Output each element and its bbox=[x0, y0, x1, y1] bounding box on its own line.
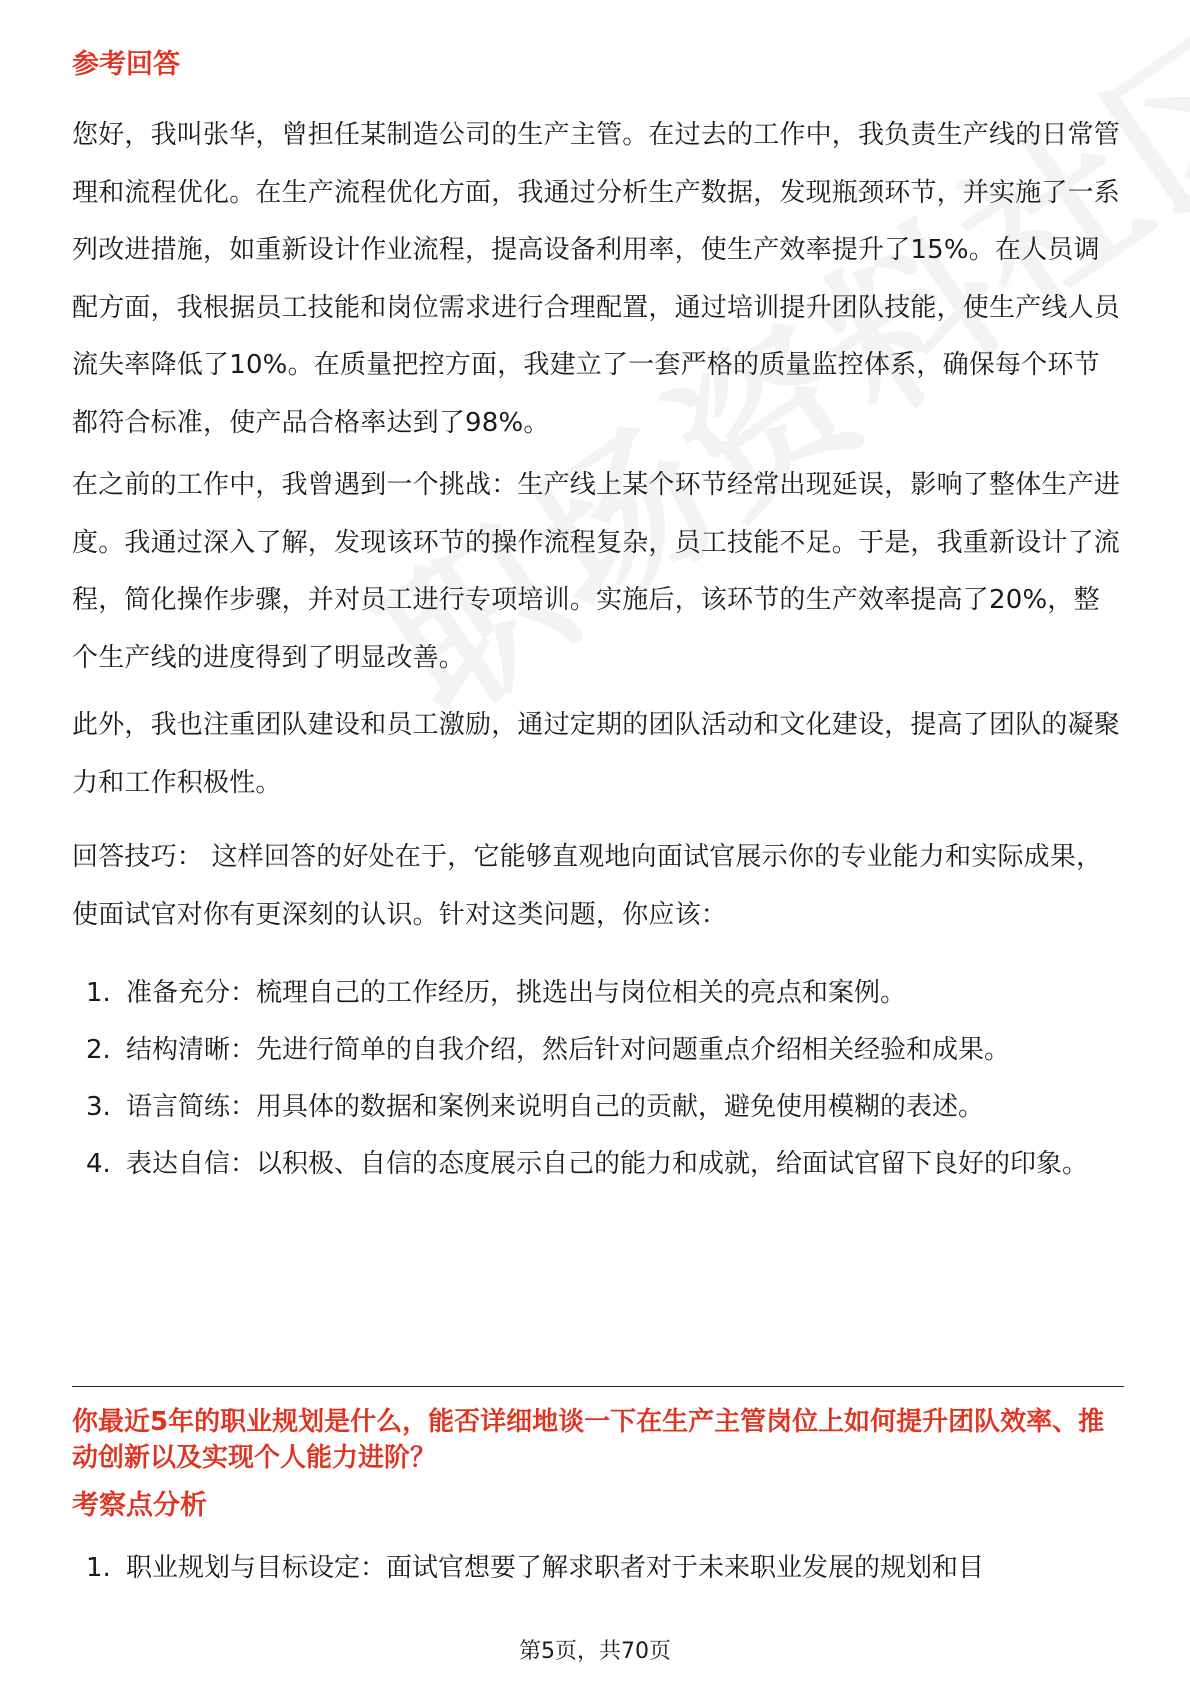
analysis-list-item bbox=[72, 1540, 1122, 1597]
tips-list bbox=[72, 965, 1122, 1193]
list-number: 2. bbox=[86, 1035, 111, 1065]
list-text: 职业规划与目标设定：面试官想要了解求职者对于未来职业发展的规划和目 bbox=[126, 1553, 985, 1583]
list-number: 3. bbox=[86, 1092, 111, 1122]
section-divider bbox=[72, 1386, 1124, 1387]
list-text: 语言简练：用具体的数据和案例来说明自己的贡献，避免使用模糊的表述。 bbox=[126, 1092, 985, 1122]
answer-paragraph-3: 此外，我也注重团队建设和员工激励，通过定期的团队活动和文化建设，提高了团队的凝聚力和工作积极性。 bbox=[72, 710, 1121, 798]
tips-intro: 回答技巧： 这样回答的好处在于，它能够直观地向面试官展示你的专业能力和实际成果，使面试官对你有更深刻的认识。针对这类问题，你应该： bbox=[72, 842, 1103, 930]
analysis-list bbox=[72, 1540, 1122, 1597]
reference-answer-heading: 参考回答 bbox=[72, 49, 180, 80]
list-text: 准备充分：梳理自己的工作经历，挑选出与岗位相关的亮点和案例。 bbox=[126, 978, 907, 1008]
interview-question: 你最近5年的职业规划是什么，能否详细地谈一下在生产主管岗位上如何提升团队效率、推动创新以及实现个人能力进阶？ bbox=[72, 1407, 1105, 1473]
page-number: 第5页，共70页 bbox=[519, 1639, 671, 1664]
list-number: 1. bbox=[86, 978, 111, 1008]
tips-list-item bbox=[72, 1136, 1122, 1193]
tips-list-item bbox=[72, 1079, 1122, 1136]
list-text: 表达自信：以积极、自信的态度展示自己的能力和成就，给面试官留下良好的印象。 bbox=[126, 1149, 1089, 1179]
answer-paragraph-2: 在之前的工作中，我曾遇到一个挑战：生产线上某个环节经常出现延误，影响了整体生产进度。我通过深入了解，发现该环节的操作流程复杂，员工技能不足。于是，我重新设计了流程，简化操作步骤，并对员工进行专项培训。实施后，该环节的生产效率提高了20%，整个生产线的进度得到了明显改善。 bbox=[72, 470, 1121, 673]
list-text: 结构清晰：先进行简单的自我介绍，然后针对问题重点介绍相关经验和成果。 bbox=[126, 1035, 1011, 1065]
analysis-heading: 考察点分析 bbox=[72, 1490, 207, 1521]
list-number: 4. bbox=[86, 1149, 111, 1179]
answer-paragraph-1: 您好，我叫张华，曾担任某制造公司的生产主管。在过去的工作中，我负责生产线的日常管理和流程优化。在生产流程优化方面，我通过分析生产数据，发现瓶颈环节，并实施了一系列改进措施，如重新设计作业流程，提高设备利用率，使生产效率提升了15%。在人员调配方面，我根据员工技能和岗位需求进行合理配置，通过培训提升团队技能，使生产线人员流失率降低了10%。在质量把控方面，我建立了一套严格的质量监控体系，确保每个环节都符合标准，使产品合格率达到了98%。 bbox=[72, 120, 1121, 438]
tips-list-item bbox=[72, 965, 1122, 1022]
tips-list-item bbox=[72, 1022, 1122, 1079]
list-number: 1. bbox=[86, 1553, 111, 1583]
